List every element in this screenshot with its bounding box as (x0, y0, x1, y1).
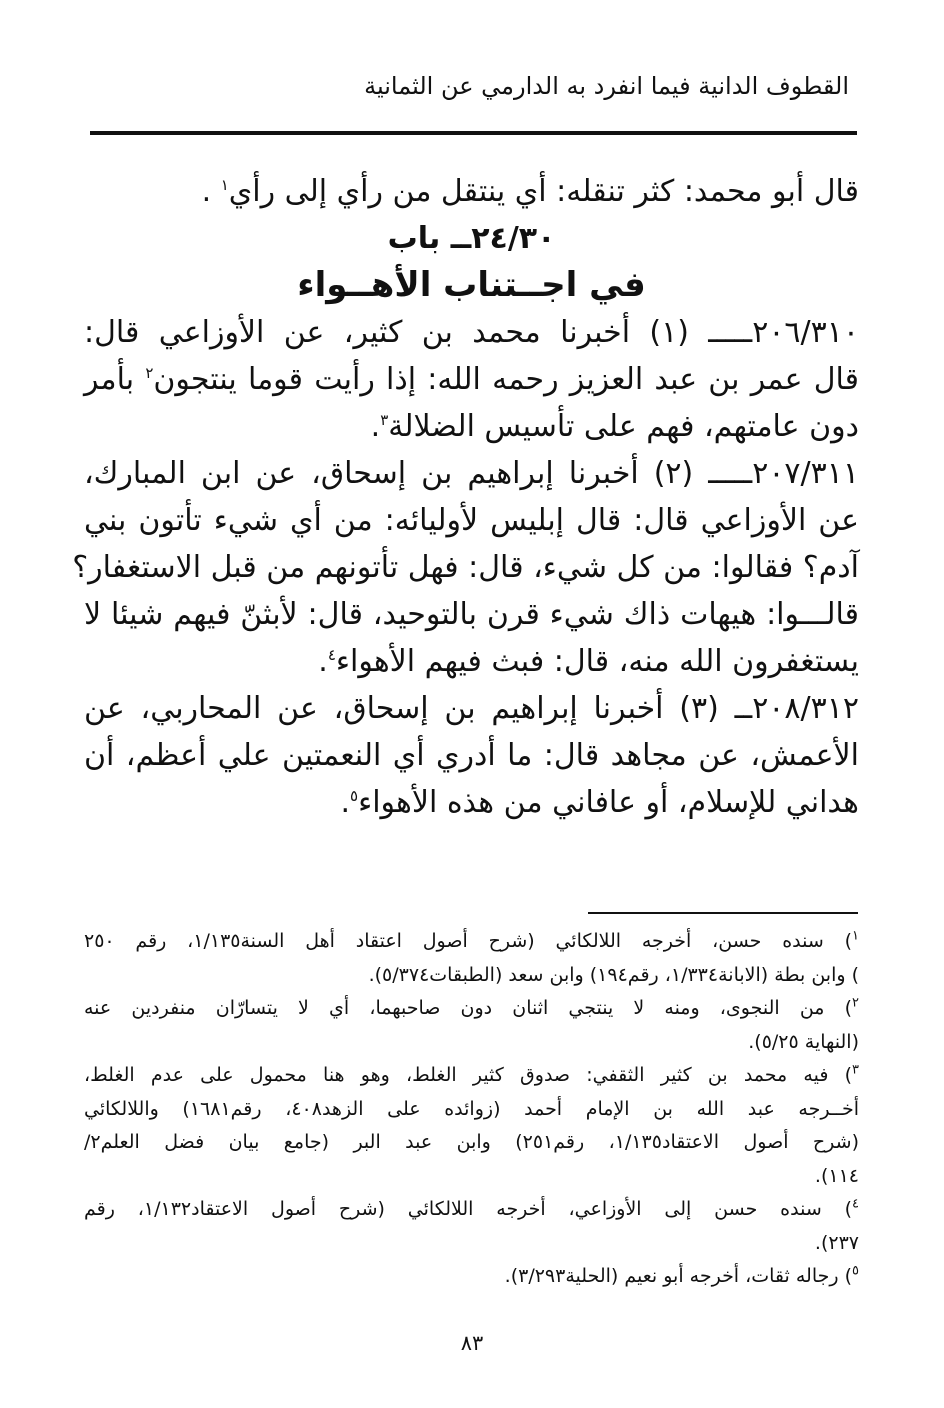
hadith-206-text-a: قال عمر بن عبد العزيز رحمه الله: إذا رأيت قوما ينتجون (153, 362, 859, 397)
hadith-208-text-a: هداني للإسلام، أو عافاني من هذه الأهواء (358, 785, 859, 820)
hadith-207-line-2: عن الأوزاعي قال: قال إبليس لأوليائه: من أي شيء تأتون بني (84, 503, 859, 538)
footnote-2-line-1 (84, 992, 859, 1026)
footnote-ref-5[interactable]: ٥ (350, 787, 359, 805)
footnote-2-line-2: (النهاية ٥/٢٥). (748, 1030, 859, 1053)
hadith-208-line-1: ٢٠٨/٣١٢ــ (٣) أخبرنا إبراهيم بن إسحاق، عن المحاربي، عن (84, 691, 859, 726)
hadith-207-text-b: . (318, 644, 328, 679)
chapter-title: في اجــتناب الأهــواء (297, 265, 646, 305)
hadith-207-text-a: يستغفرون الله منه، قال: فبث فيهم الأهواء (335, 644, 859, 679)
intro-text: قال أبو محمد: كثر تنقله: أي ينتقل من رأي إلى رأي (228, 174, 859, 209)
hadith-206-text-d: . (370, 409, 381, 444)
footnote-5-text-1: ) رجاله ثقات، أخرجه أبو نعيم (الحلية٣/٢٩٣). (504, 1265, 853, 1287)
hadith-208-line-3 (84, 779, 859, 826)
footnote-5-number: ٥ (852, 1263, 859, 1279)
chapter-number: ٢٤/٣٠ــ باب (387, 221, 556, 256)
footnote-1-line-2: ) وابن بطة (الابانة١/٣٣٤، رقم١٩٤) وابن سعد (الطبقات٥/٣٧٤). (368, 963, 859, 986)
hadith-208-text-b: . (340, 785, 351, 820)
hadith-206-line-1: ٢٠٦/٣١٠ـــــ (١) أخبرنا محمد بن كثير، عن الأوزاعي قال: (84, 315, 859, 350)
footnote-4-line-1 (84, 1193, 859, 1227)
footnote-3-text-1: ) فيه محمد بن كثير الثقفي: صدوق كثير الغلط، وهو هنا محمول على عدم الغلط، (84, 1064, 853, 1086)
footnote-ref-1[interactable]: ١ (220, 176, 229, 194)
footnote-ref-3[interactable]: ٣ (380, 411, 389, 429)
footnote-2-text-1: ) من النجوى، ومنه لا ينتجي اثنان دون صاحبهما، أي لا يتسارّان منفردين عنه (84, 997, 853, 1019)
hadith-207-line-1: ٢٠٧/٣١١ـــــ (٢) أخبرنا إبراهيم بن إسحاق، عن ابن المبارك، (84, 456, 859, 491)
footnote-4-text-1: ) سنده حسن إلى الأوزاعي، أخرجه اللالكائي (شرح أصول الاعتقاد١/١٣٢، رقم (84, 1198, 853, 1220)
footnote-5-line-1 (84, 1260, 859, 1294)
footnote-1-number: ١ (852, 928, 859, 944)
footnote-3-line-1 (84, 1059, 859, 1093)
footnote-3-line-4: ١١٤). (814, 1164, 859, 1187)
footnotes (84, 925, 859, 1294)
hadith-207-line-3: آدم؟ فقالوا: من كل شيء، قال: فهل تأتونهم من قبل الاستغفار؟ (72, 550, 859, 585)
running-header: القطوف الدانية فيما انفرد به الدارمي عن الثمانية (364, 72, 849, 100)
footnote-4-number: ٤ (852, 1196, 859, 1212)
hadith-206-line-3 (84, 403, 859, 450)
footnote-4-line-2: ٢٣٧). (814, 1231, 859, 1254)
footnote-3-line-2: أخــرجه عبد الله بن الإمام أحمد (زوائده على الزهد٤٠٨، رقم١٦٨١) واللالكائي (84, 1097, 859, 1120)
intro-end: . (201, 174, 221, 209)
hadith-207-line-4: قالـــوا: هيهات ذاك شيء قرن بالتوحيد، قال: لأبثنّ فيهم شيئا لا (84, 597, 859, 632)
footnote-ref-4[interactable]: ٤ (327, 646, 336, 664)
hadith-207-line-5 (84, 638, 859, 685)
page-number: ٨٣ (460, 1331, 484, 1355)
main-text (72, 168, 859, 826)
hadith-206-line-2 (84, 356, 859, 403)
footnote-2-number: ٢ (852, 995, 859, 1011)
footnote-3-line-3: (شرح أصول الاعتقاد١/١٣٥، رقم٢٥١) وابن عبد البر (جامع بيان فضل العلم٢/ (84, 1131, 859, 1153)
footnote-ref-2[interactable]: ٢ (145, 364, 154, 382)
intro-line (84, 168, 859, 215)
footnote-1-line-1 (84, 925, 859, 959)
footnote-1-text-1: ) سنده حسن، أخرجه اللالكائي (شرح أصول اعتقاد أهل السنة١/١٣٥، رقم ٢٥٠ (84, 930, 852, 952)
hadith-206-text-c: دون عامتهم، فهم على تأسيس الضلالة (388, 409, 859, 444)
footnote-separator (588, 912, 858, 914)
hadith-208-line-2: الأعمش، عن مجاهد قال: ما أدري أي النعمتين علي أعظم، أن (84, 738, 859, 773)
footnote-3-number: ٣ (852, 1062, 859, 1078)
header-rule (90, 131, 857, 135)
hadith-206-text-b: بأمر (84, 362, 146, 397)
